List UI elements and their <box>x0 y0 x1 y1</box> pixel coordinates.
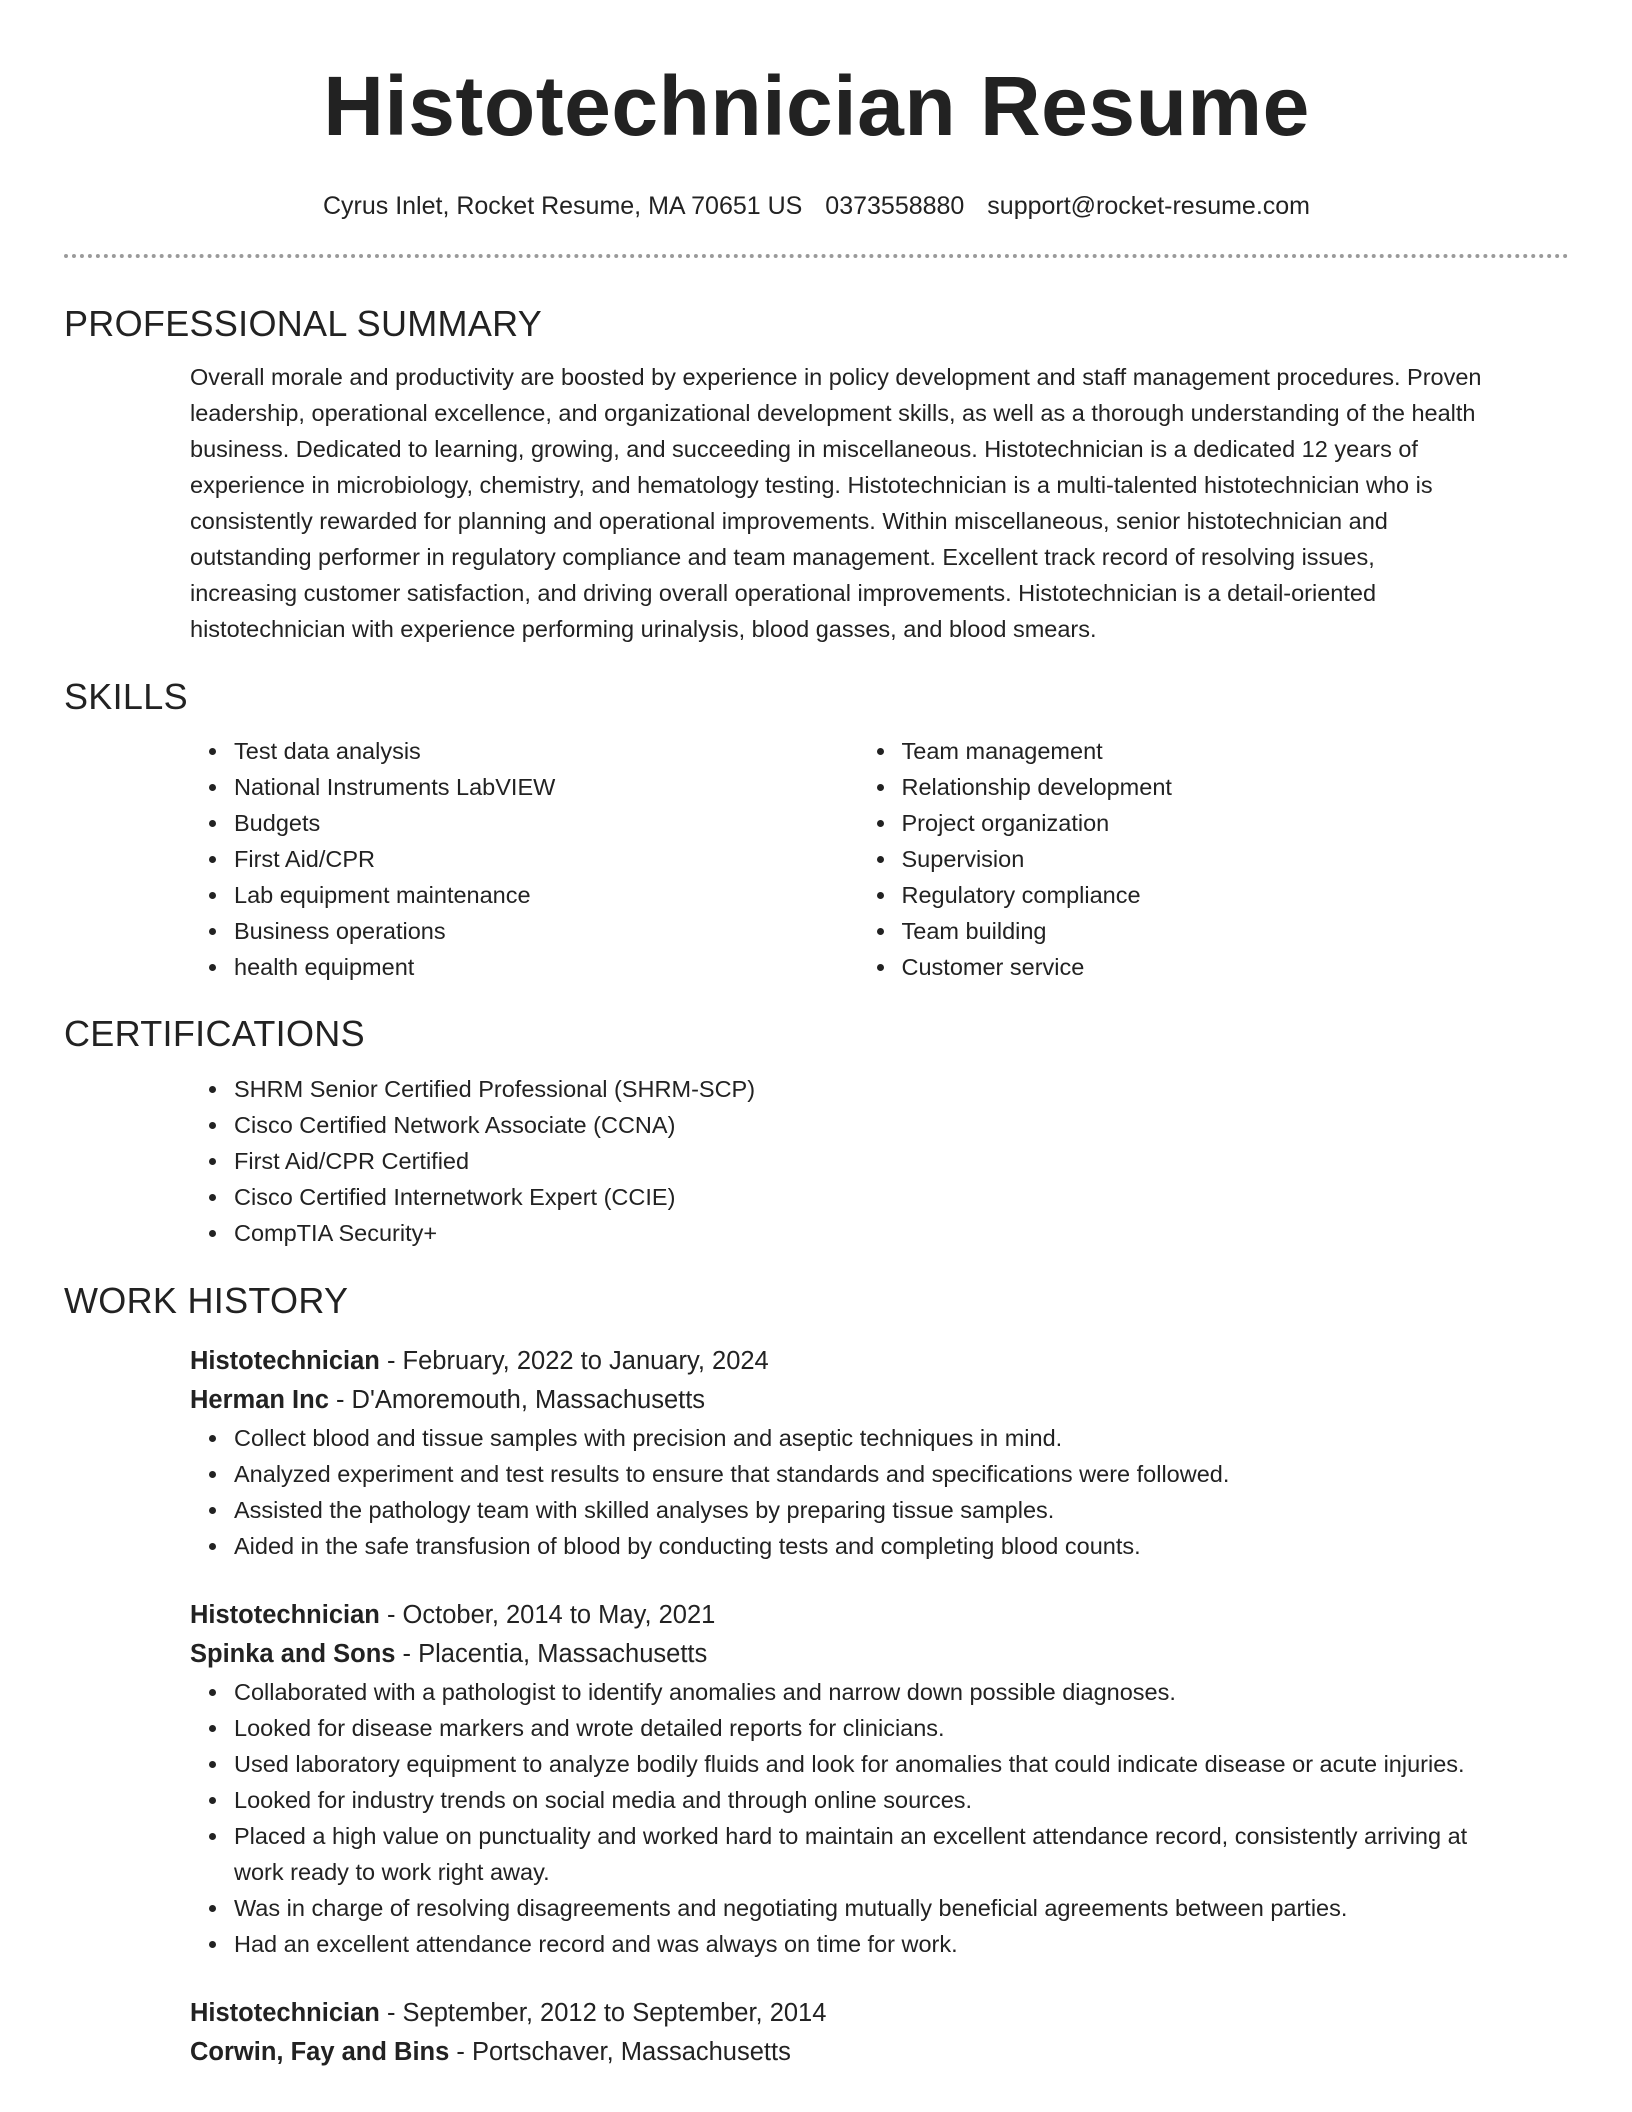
resume-title: Histotechnician Resume <box>323 59 1310 153</box>
job-duty <box>234 1818 1569 1890</box>
skills-list-left <box>64 733 902 985</box>
job-duty: Looked for disease markers and wrote detailed reports for clinicians. <box>234 1710 1569 1746</box>
summary-line: leadership, operational excellence, and organizational development skills, as well as a thorough understanding of the health <box>190 400 1476 426</box>
job-company-line <box>190 1635 1569 1674</box>
summary-heading: PROFESSIONAL SUMMARY <box>64 303 543 344</box>
summary-line: Overall morale and productivity are boosted by experience in policy development and staff management procedures. Proven <box>190 364 1482 390</box>
job-duty: Assisted the pathology team with skilled analyses by preparing tissue samples. <box>234 1492 1569 1528</box>
job-company: Herman Inc <box>190 1386 329 1414</box>
job-company: Spinka and Sons <box>190 1640 396 1668</box>
summary-line: increasing customer satisfaction, and driving overall operational improvements. Histotechnician is a detail-oriented <box>190 580 1377 606</box>
skill-item: Lab equipment maintenance <box>234 877 902 913</box>
skill-item: Team management <box>902 733 1570 769</box>
job-dates: - October, 2014 to May, 2021 <box>379 1601 716 1629</box>
certifications-list <box>64 1071 1569 1251</box>
job-duty: Used laboratory equipment to analyze bodily fluids and look for anomalies that could indicate disease or acute injuries. <box>234 1746 1569 1782</box>
contact-line <box>64 191 1569 221</box>
job-company: Corwin, Fay and Bins <box>190 2038 450 2066</box>
header-divider <box>64 254 1569 258</box>
job-role: Histotechnician <box>190 1999 380 2027</box>
work-history-heading: WORK HISTORY <box>64 1280 349 1321</box>
certification-item: Cisco Certified Internetwork Expert (CCIE) <box>234 1179 1569 1215</box>
job-dates: - September, 2012 to September, 2014 <box>379 1999 827 2027</box>
job-role: Histotechnician <box>190 1347 380 1375</box>
skill-item: Budgets <box>234 805 902 841</box>
summary-line: experience in microbiology, chemistry, and hematology testing. Histotechnician is a multi-talented histotechnician who is <box>190 472 1433 498</box>
skills-list-right <box>902 733 1570 985</box>
certifications-heading: CERTIFICATIONS <box>64 1013 365 1054</box>
job-duty: Had an excellent attendance record and was always on time for work. <box>234 1926 1569 1962</box>
job-entry <box>64 1342 1569 1420</box>
certification-item: SHRM Senior Certified Professional (SHRM-SCP) <box>234 1071 1569 1107</box>
job-duty: Analyzed experiment and test results to ensure that standards and specifications were followed. <box>234 1456 1569 1492</box>
skill-item: National Instruments LabVIEW <box>234 769 902 805</box>
job-location: - D'Amoremouth, Massachusetts <box>328 1386 706 1414</box>
skill-item: Customer service <box>902 949 1570 985</box>
certification-item: First Aid/CPR Certified <box>234 1143 1569 1179</box>
job-role: Histotechnician <box>190 1601 380 1629</box>
skill-item: health equipment <box>234 949 902 985</box>
summary-line: outstanding performer in regulatory compliance and team management. Excellent track record of resolving issues, <box>190 544 1375 570</box>
skill-item: Business operations <box>234 913 902 949</box>
job-title-line <box>190 1994 1569 2033</box>
job-duty-line: work ready to work right away. <box>234 1859 550 1885</box>
skill-item: First Aid/CPR <box>234 841 902 877</box>
job-location: - Placentia, Massachusetts <box>395 1640 708 1668</box>
job-duties-list <box>64 1420 1569 1564</box>
contact-address: Cyrus Inlet, Rocket Resume, MA 70651 US <box>322 192 803 220</box>
contact-phone: 0373558880 <box>825 192 965 220</box>
skill-item: Test data analysis <box>234 733 902 769</box>
skill-item: Project organization <box>902 805 1570 841</box>
job-duty: Collaborated with a pathologist to identify anomalies and narrow down possible diagnoses. <box>234 1674 1569 1710</box>
job-location: - Portschaver, Massachusetts <box>449 2038 791 2066</box>
job-company-line <box>190 1381 1569 1420</box>
skill-item: Regulatory compliance <box>902 877 1570 913</box>
summary-line: business. Dedicated to learning, growing, and succeeding in miscellaneous. Histotechnician is a dedicated 12 years of <box>190 436 1418 462</box>
job-company-line <box>190 2033 1569 2072</box>
skill-item: Supervision <box>902 841 1570 877</box>
job-title-line <box>190 1596 1569 1635</box>
job-dates: - February, 2022 to January, 2024 <box>379 1347 769 1375</box>
job-duties-list <box>64 1674 1569 1962</box>
job-duty-line: Placed a high value on punctuality and worked hard to maintain an excellent attendance record, consistently arriving at <box>234 1823 1468 1849</box>
skills-columns <box>64 733 1569 985</box>
resume-page <box>64 0 1569 2072</box>
summary-line: consistently rewarded for planning and operational improvements. Within miscellaneous, senior histotechnician and <box>190 508 1388 534</box>
certification-item: Cisco Certified Network Associate (CCNA) <box>234 1107 1569 1143</box>
job-duty: Looked for industry trends on social media and through online sources. <box>234 1782 1569 1818</box>
job-duty: Aided in the safe transfusion of blood by conducting tests and completing blood counts. <box>234 1528 1569 1564</box>
job-duty: Collect blood and tissue samples with precision and aseptic techniques in mind. <box>234 1420 1569 1456</box>
summary-line: histotechnician with experience performing urinalysis, blood gasses, and blood smears. <box>190 616 1097 642</box>
skills-heading: SKILLS <box>64 676 188 717</box>
job-duty: Was in charge of resolving disagreements and negotiating mutually beneficial agreements between parties. <box>234 1890 1569 1926</box>
job-entry <box>64 1994 1569 2072</box>
contact-email[interactable]: support@rocket-resume.com <box>987 192 1311 220</box>
job-entry <box>64 1596 1569 1674</box>
job-title-line <box>190 1342 1569 1381</box>
summary-block <box>64 359 1569 647</box>
skill-item: Team building <box>902 913 1570 949</box>
certification-item: CompTIA Security+ <box>234 1215 1569 1251</box>
skill-item: Relationship development <box>902 769 1570 805</box>
